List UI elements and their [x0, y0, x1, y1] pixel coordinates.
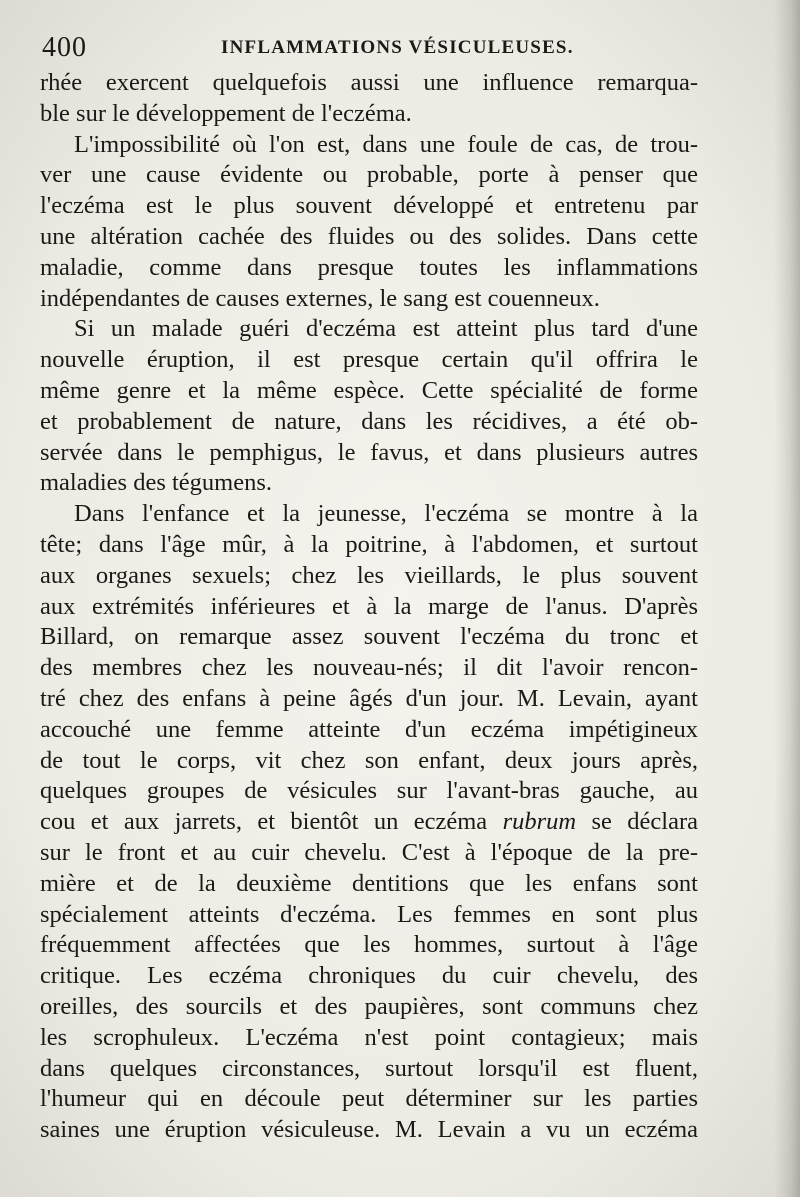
- body-text: [40, 68, 698, 1146]
- text-line: Dans l'enfance et la jeunesse, l'eczéma se montre à la: [74, 500, 698, 528]
- text-line: saines une éruption vésiculeuse. M. Levain a vu un eczéma: [40, 1116, 698, 1144]
- text-line: accouché une femme atteinte d'un eczéma impétigineux: [40, 715, 698, 743]
- text-line: l'humeur qui en découle peut déterminer sur les parties: [40, 1085, 698, 1113]
- running-title: INFLAMMATIONS VÉSICULEUSES.: [221, 37, 574, 58]
- text-line: ble sur le développement de l'eczéma.: [40, 99, 412, 127]
- text-line: l'eczéma est le plus souvent développé et entretenu par: [40, 192, 698, 220]
- text-line: une altération cachée des fluides ou des solides. Dans cette: [40, 222, 698, 250]
- text-line: critique. Les eczéma chroniques du cuir chevelu, des: [40, 962, 698, 990]
- text-line: L'impossibilité où l'on est, dans une foule de cas, de trou-: [74, 130, 698, 158]
- text-line: oreilles, des sourcils et des paupières, sont communs chez: [40, 992, 698, 1020]
- text-line: même genre et la même espèce. Cette spécialité de forme: [40, 376, 698, 404]
- text-line: spécialement atteints d'eczéma. Les femmes en sont plus: [40, 900, 698, 928]
- page-header: [34, 30, 754, 66]
- text-line: les scrophuleux. L'eczéma n'est point contagieux; mais: [40, 1023, 698, 1051]
- text-line: de tout le corps, vit chez son enfant, deux jours après,: [40, 746, 698, 774]
- text-line: nouvelle éruption, il est presque certain qu'il offrira le: [40, 346, 698, 374]
- text-line: aux organes sexuels; chez les vieillards, le plus souvent: [40, 561, 698, 589]
- text-line: tré chez des enfans à peine âgés d'un jour. M. Levain, ayant: [40, 684, 698, 712]
- text-line: servée dans le pemphigus, le favus, et dans plusieurs autres: [40, 438, 698, 466]
- page-edge-shadow: [774, 0, 800, 1197]
- page-number: 400: [42, 32, 87, 63]
- text-line: Si un malade guéri d'eczéma est atteint plus tard d'une: [74, 315, 698, 343]
- text-line: cou et aux jarrets, et bientôt un eczéma rubrum se déclara: [40, 808, 698, 836]
- text-line: quelques groupes de vésicules sur l'avant-bras gauche, au: [40, 777, 698, 805]
- text-line: Billard, on remarque assez souvent l'eczéma du tronc et: [40, 623, 698, 651]
- text-line: tête; dans l'âge mûr, à la poitrine, à l'abdomen, et surtout: [40, 530, 698, 558]
- text-line: mière et de la deuxième dentitions que les enfans sont: [40, 869, 698, 897]
- text-line: rhée exercent quelquefois aussi une influence remarqua-: [40, 69, 698, 96]
- text-line: fréquemment affectées que les hommes, surtout à l'âge: [40, 931, 698, 959]
- italic-term: rubrum: [502, 808, 577, 836]
- text-line: maladie, comme dans presque toutes les inflammations: [40, 253, 698, 281]
- text-line: des membres chez les nouveau-nés; il dit l'avoir rencon-: [40, 654, 698, 682]
- text-line: indépendantes de causes externes, le sang est couenneux.: [40, 284, 600, 312]
- text-line: aux extrémités inférieures et à la marge de l'anus. D'après: [40, 592, 698, 620]
- text-line: dans quelques circonstances, surtout lorsqu'il est fluent,: [40, 1054, 698, 1082]
- text-line: et probablement de nature, dans les récidives, a été ob-: [40, 407, 698, 435]
- text-line: maladies des tégumens.: [40, 469, 273, 497]
- text-line: ver une cause évidente ou probable, porte à penser que: [40, 161, 698, 189]
- text-line: sur le front et au cuir chevelu. C'est à l'époque de la pre-: [40, 838, 698, 866]
